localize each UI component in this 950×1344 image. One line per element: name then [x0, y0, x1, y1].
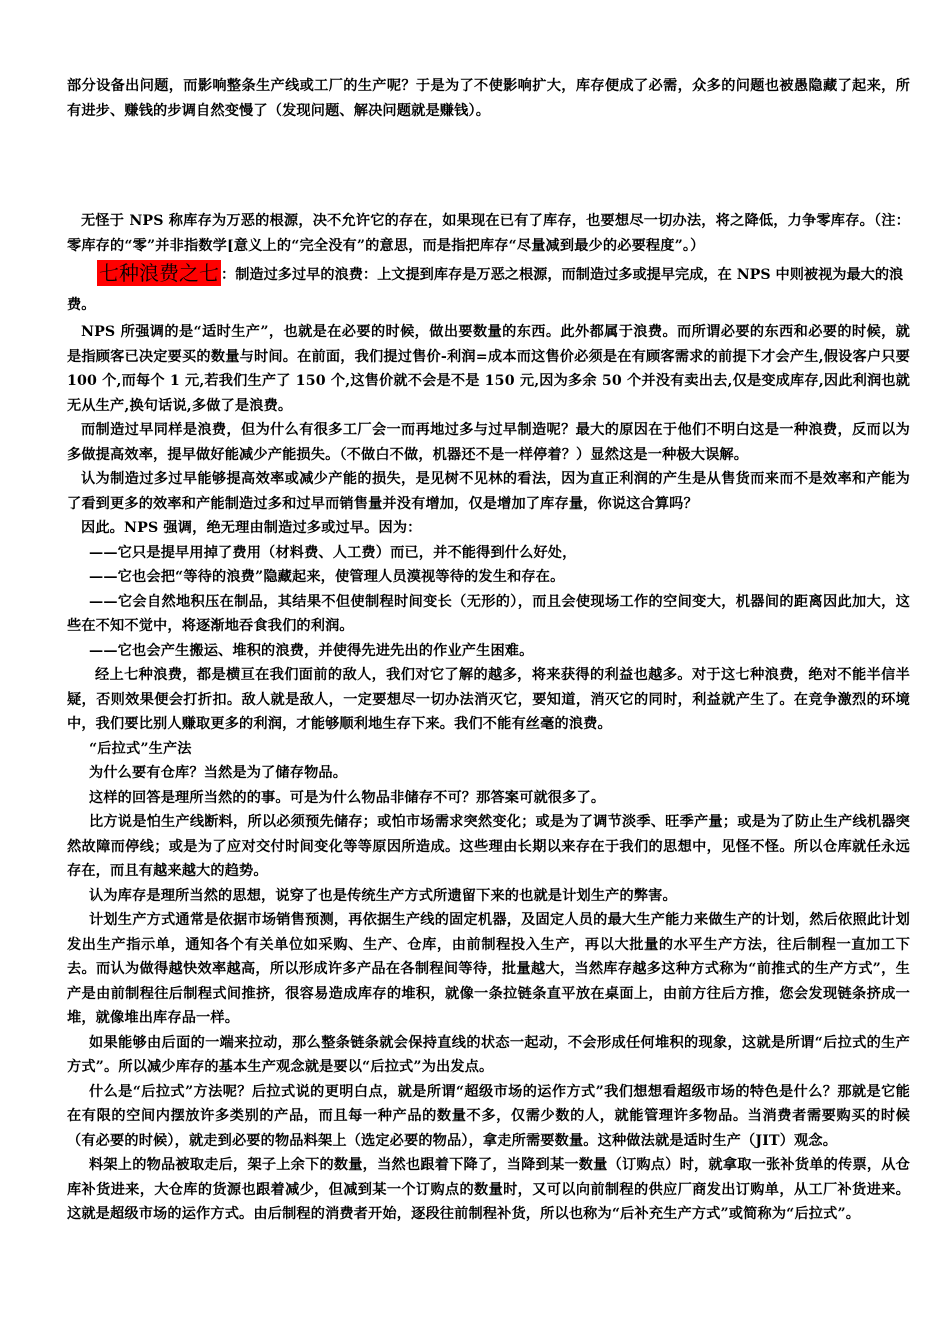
- paragraph: 而制造过早同样是浪费，但为什么有很多工厂会一而再地过多与过早制造呢？最大的原因在于他们不明白这是一种浪费，反而以为多做提高效率，提早做好能减少产能损失。（不做白不做，机器还不是一样停着？）显然这是一种极大误解。: [67, 422, 910, 463]
- spacer: [67, 123, 910, 209]
- paragraph: 这样的回答是理所当然的的事。可是为什么物品非储存不可？那答案可就很多了。: [89, 789, 606, 806]
- paragraph: 为什么要有仓库？当然是为了储存物品。: [89, 765, 348, 781]
- section-lead: [67, 261, 904, 313]
- paragraph: 因此。NPS 强调，绝无理由制造过多或过早。因为：: [81, 520, 422, 536]
- paragraph: ——它也会把“等待的浪费”隐藏起来，使管理人员漠视等待的发生和存在。: [89, 569, 565, 585]
- paragraph-list: [67, 320, 910, 1227]
- paragraph: 比方说是怕生产线断料，所以必须预先储存；或怕市场需求突然变化；或是为了调节淡季、旺季产量；或是为了防止生产线机器突然故障而停线；或是为了应对交付时间变化等等原因所造成。这些理由长期以来存在于我们的思想中，见怪不怪。所以仓库就任永远存在，而且有越来越大的趋势。: [67, 814, 910, 879]
- paragraph: ——它也会产生搬运、堆积的浪费，并使得先进先出的作业产生困难。: [89, 642, 534, 659]
- paragraph: 料架上的物品被取走后，架子上余下的数量，当然也跟着下降了，当降到某一数量（订购点）时，就拿取一张补货单的传票，从仓库补货进来，大仓库的货源也跟着减少，但减到某一个订购点的数量时，又可以向前制程的供应厂商发出订购单，从工厂补货进来。这就是超级市场的运作方式。由后制程的消费者开始，逐段往前制程补货，所以也称为“后补充生产方式”或简称为“后拉式”。: [67, 1157, 910, 1222]
- paragraph: 什么是“后拉式”方法呢？后拉式说的更明白点，就是所谓“超级市场的运作方式”我们想想看超级市场的特色是什么？那就是它能在有限的空间内摆放许多类别的产品，而且每一种产品的数量不多，仅需少数的人，就能管理许多物品。当消费者需要购买的时候（有必要的时候），就走到必要的物品料架上（选定必要的物品），拿走所需要数量。这种做法就是适时生产（JIT）观念。: [67, 1083, 910, 1149]
- paragraph: ——它只是提早用掉了费用（材料费、人工费）而已，并不能得到什么好处，: [89, 544, 577, 561]
- paragraph-intro: 部分设备出问题，而影响整条生产线或工厂的生产呢？于是为了不使影响扩大，库存便成了必需，众多的问题也被愚隐藏了起来，所有进步、赚钱的步调自然变慢了（发现问题、解决问题就是赚钱）。: [67, 78, 910, 119]
- paragraph: 计划生产方式通常是依据市场销售预测，再依据生产线的固定机器，及固定人员的最大生产能力来做生产的计划，然后依照此计划发出生产指示单，通知各个有关单位如采购、生产、仓库，由前制程投入生产，再以大批量的水平生产方法，往后制程一直加工下去。而认为做得越快效率越高，所以形成许多产品在各制程间等待，批量越大，当然库存越多这种方式称为“前推式的生产方式”，生产是由前制程往后制程式间推挤，很容易造成库存的堆积，就像一条拉链条直平放在桌面上，由前方往后方推，您会发现链条挤成一堆，就像堆出库存品一样。: [67, 912, 910, 1026]
- paragraph: 如果能够由后面的一端来拉动，那么整条链条就会保持直线的状态一起动，不会形成任何堆积的现象，这就是所谓“后拉式的生产方式”。所以减少库存的基本生产观念就是要以“后拉式”为出发点。: [67, 1034, 910, 1075]
- paragraph: ——它会自然地积压在制品，其结果不但使制程时间变长（无形的），而且会使现场工作的空间变大，机器间的距离因此加大，这些在不知不觉中，将逐渐地吞食我们的利润。: [67, 593, 910, 634]
- paragraph-nps-inventory: 无怪于 NPS 称库存为万恶的根源，决不允许它的存在，如果现在已有了库存，也要想尽一切办法，将之降低，力争零库存。（注：零库存的“零”并非指数学[意义上的“完全没有”的意思，而是指把库存“尽量减到最少的必要程度”。）: [67, 213, 910, 254]
- paragraph: 经上七种浪费，都是横亘在我们面前的敌人，我们对它了解的越多，将来获得的利益也越多。对于这七种浪费，绝对不能半信半疑，否则效果便会打折扣。敌人就是敌人，一定要想尽一切办法消灭它，要知道，消灭它的同时，利益就产生了。在竞争激烈的环境中，我们要比别人赚取更多的利润，才能够顺利地生存下来。我们不能有丝毫的浪费。: [67, 667, 910, 732]
- section-lead-text: ：制造过多过早的浪费：上文提到库存是万恶之根源，而制造过多或提早完成，在 NPS 中则被视为最大的浪费。: [67, 267, 904, 313]
- section-heading: 七种浪费之七: [99, 261, 219, 285]
- paragraph: “后拉式”生产法: [89, 740, 192, 757]
- paragraph: 认为制造过多过早能够提高效率或减少产能的损失，是见树不见林的看法，因为直正利润的产生是从售货而来而不是效率和产能为了看到更多的效率和产能制造过多和过早而销售量并没有增加，仅是增加了库存量，你说这合算吗？: [67, 471, 910, 512]
- document-page: [67, 74, 910, 1227]
- section-heading-row: [67, 260, 910, 320]
- paragraph: 认为库存是理所当然的思想，说穿了也是传统生产方式所遗留下来的也就是计划生产的弊害。: [89, 887, 677, 904]
- paragraph: NPS 所强调的是“适时生产”，也就是在必要的时候，做出要数量的东西。此外都属于浪费。而所谓必要的东西和必要的时候，就是指顾客已决定要买的数量与时间。在前面，我们提过售价-利润=成本而这售价必须是在有顾客需求的前提下才会产生,假设客户只要 100 个,而每个 1 元,若我们生产了 150 个,这售价就不会是不是 150 元,因为多余 50 个并没有卖出去,仅是变成库存,因此利润也就无从生产,换句话说,多做了是浪费。: [67, 324, 910, 414]
